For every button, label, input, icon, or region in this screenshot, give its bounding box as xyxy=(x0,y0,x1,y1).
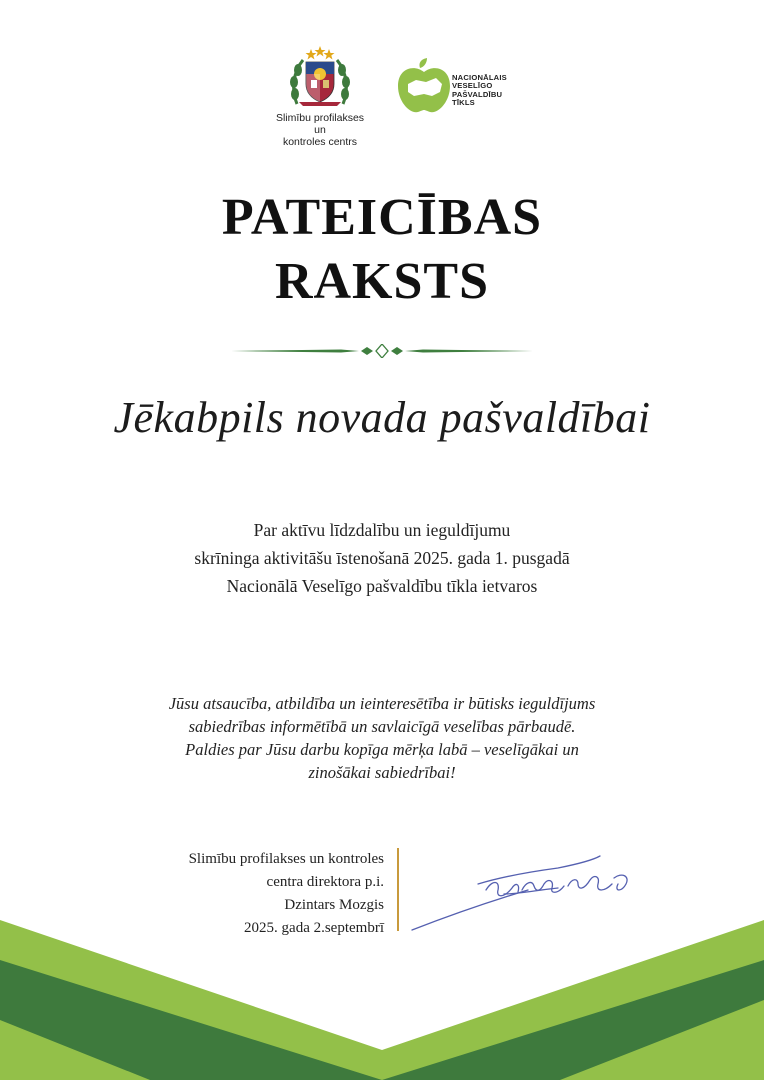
coat-of-arms-icon xyxy=(289,46,351,108)
spkc-logo xyxy=(270,46,370,148)
nvpt-logo xyxy=(396,58,526,114)
spkc-caption-line: kontroles centrs xyxy=(282,136,358,148)
recipient-name: Jēkabpils novada pašvaldībai xyxy=(113,393,651,442)
spkc-caption-line: Slimību profilakses un xyxy=(275,112,365,136)
title-line: PATEICĪBAS xyxy=(221,189,543,246)
nvpt-wordmark xyxy=(452,74,507,108)
reason-line: Nacionālā Veselīgo pašvaldību tīkla ietvaros xyxy=(226,576,538,596)
nvpt-line: TĪKLS xyxy=(452,98,475,108)
title-line: RAKSTS xyxy=(274,253,490,310)
signer-line: centra direktora p.i. xyxy=(266,874,384,890)
apple-icon xyxy=(396,58,452,114)
nvpt-line: NACIONĀLAIS xyxy=(452,73,507,82)
nvpt-line: VESELĪGO xyxy=(452,81,493,91)
certificate-title xyxy=(0,186,764,314)
reason-line: Par aktīvu līdzdalību un ieguldījumu xyxy=(253,520,511,540)
bottom-decoration xyxy=(0,900,764,1080)
message-line: Jūsu atsaucība, atbildība un ieinteresētība ir būtisks ieguldījums xyxy=(168,694,596,713)
message-line: zinošākai sabiedrībai! xyxy=(308,763,456,782)
message-line: sabiedrības informētībā un savlaicīgā veselības pārbaudē. xyxy=(188,717,576,736)
nvpt-line: PAŠVALDĪBU xyxy=(452,89,503,99)
signature-date: 2025. gada 2.septembrī xyxy=(244,920,384,936)
signer-name: Dzintars Mozgis xyxy=(284,897,384,913)
spkc-caption xyxy=(270,112,370,148)
message-line: Paldies par Jūsu darbu kopīga mērķa labā – veselīgākai un xyxy=(185,740,579,759)
reason-line: skrīninga aktivitāšu īstenošanā 2025. gada 1. pusgadā xyxy=(194,548,570,568)
award-reason xyxy=(0,516,764,600)
thank-you-message xyxy=(0,692,764,784)
signer-line: Slimību profilakses un kontroles xyxy=(188,851,384,867)
ornamental-divider xyxy=(231,344,533,358)
